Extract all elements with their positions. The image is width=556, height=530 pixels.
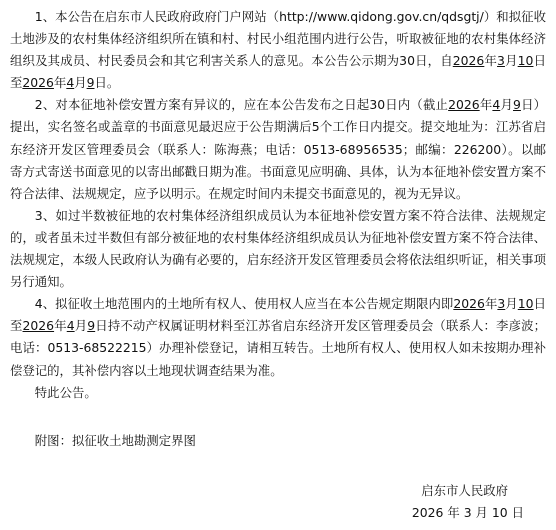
month-char: 月 — [74, 318, 88, 334]
paragraph-4-rest: 日持不动产权属证明材料至江苏省启东经济开发区管理委员会（联系人：李彦波；电话：0513-68522215）办理补偿登记，请相互转告。土地所有权人、使用权人如未按期办理补偿登记的，其补偿内容以土地现状调查结果为准。 — [10, 318, 547, 378]
month-char: 月 — [475, 505, 488, 520]
day-to-char: 日至 — [10, 53, 546, 91]
month-char: 月 — [500, 97, 514, 113]
deadline-year: 2026 — [448, 97, 480, 113]
signature-year: 2026 — [411, 505, 444, 520]
month-char: 月 — [504, 53, 518, 69]
paragraph-publication-notice — [10, 6, 546, 94]
attachment-line: 附图：拟征收土地勘测定界图 — [34, 432, 196, 448]
end-year: 2026 — [22, 75, 54, 91]
start-year: 2026 — [452, 53, 485, 69]
registration-start-year: 2026 — [453, 296, 485, 312]
registration-end-day: 9 — [87, 318, 96, 334]
signature-date — [412, 502, 524, 524]
end-month: 4 — [66, 75, 75, 91]
paragraph-registration — [10, 293, 546, 381]
day-to-char: 日至 — [10, 296, 547, 334]
registration-start-month: 3 — [497, 296, 506, 312]
signature-month: 3 — [463, 505, 472, 520]
registration-end-month: 4 — [66, 318, 75, 334]
year-char: 年 — [447, 505, 460, 520]
year-char: 年 — [53, 75, 67, 91]
signature-day: 10 — [491, 505, 508, 520]
deadline-month: 4 — [492, 97, 501, 113]
paragraph-4-text: 4、拟征收土地范围内的土地所有权人、使用权人应当在本公告规定期限内即 — [34, 296, 454, 312]
year-char: 年 — [484, 296, 498, 312]
year-char: 年 — [484, 53, 498, 69]
paragraph-2-rest: 日）提出，实名签名或盖章的书面意见最迟应于公告期满后5个工作日内提交。提交地址为：江苏省启东经济开发区管理委员会（联系人：陈海燕；电话：0513-68956535；邮编：226200）。以邮寄方式寄送书面意见的以寄出邮戳日期为准。书面意见应明确、具体，认为本征地补偿安置方案不符合法律、法规规定，应予以明示。在规定时间内未提交书面意见的，视为无异议。 — [10, 97, 547, 201]
month-char: 月 — [74, 75, 87, 91]
day-char: 日。 — [94, 75, 120, 91]
year-char: 年 — [54, 318, 67, 334]
paragraph-1-text: 1、本公告在启东市人民政府政府门户网站（http://www.qidong.gov.cn/qdsgtj/）和拟征收土地涉及的农村集体经济组织所在镇和村、村民小组范围内进行公告，听取被征地的农村集体经济组织及其成员、村民委员会和其它利害关系人的意见。本公告公示期为30日，自 — [10, 9, 546, 69]
start-month: 3 — [497, 53, 505, 69]
spacer — [10, 404, 546, 422]
paragraph-hearing: 3、如过半数被征地的农村集体经济组织成员认为本征地补偿安置方案不符合法律、法规规定的，或者虽未过半数但有部分被征地的农村集体经济组织成员认为征地补偿安置方案不符合法律、法规规定，本级人民政府认为确有必要的，启东经济开发区管理委员会将依法组织听证，相关事项另行通知。 — [10, 207, 546, 290]
registration-start-day: 10 — [517, 296, 534, 312]
end-day: 9 — [86, 75, 95, 91]
registration-end-year: 2026 — [22, 318, 55, 334]
paragraph-objection — [10, 94, 546, 204]
month-char: 月 — [505, 296, 518, 312]
year-char: 年 — [479, 97, 493, 113]
paragraph-2-text: 2、对本征地补偿安置方案有异议的，应在本公告发布之日起30日内（截止 — [34, 97, 449, 113]
start-day: 10 — [517, 53, 534, 69]
closing-statement: 特此公告。 — [34, 384, 97, 400]
signature-organization: 启东市人民政府 — [421, 483, 508, 498]
deadline-day: 9 — [513, 97, 521, 113]
day-char: 日 — [511, 505, 524, 520]
